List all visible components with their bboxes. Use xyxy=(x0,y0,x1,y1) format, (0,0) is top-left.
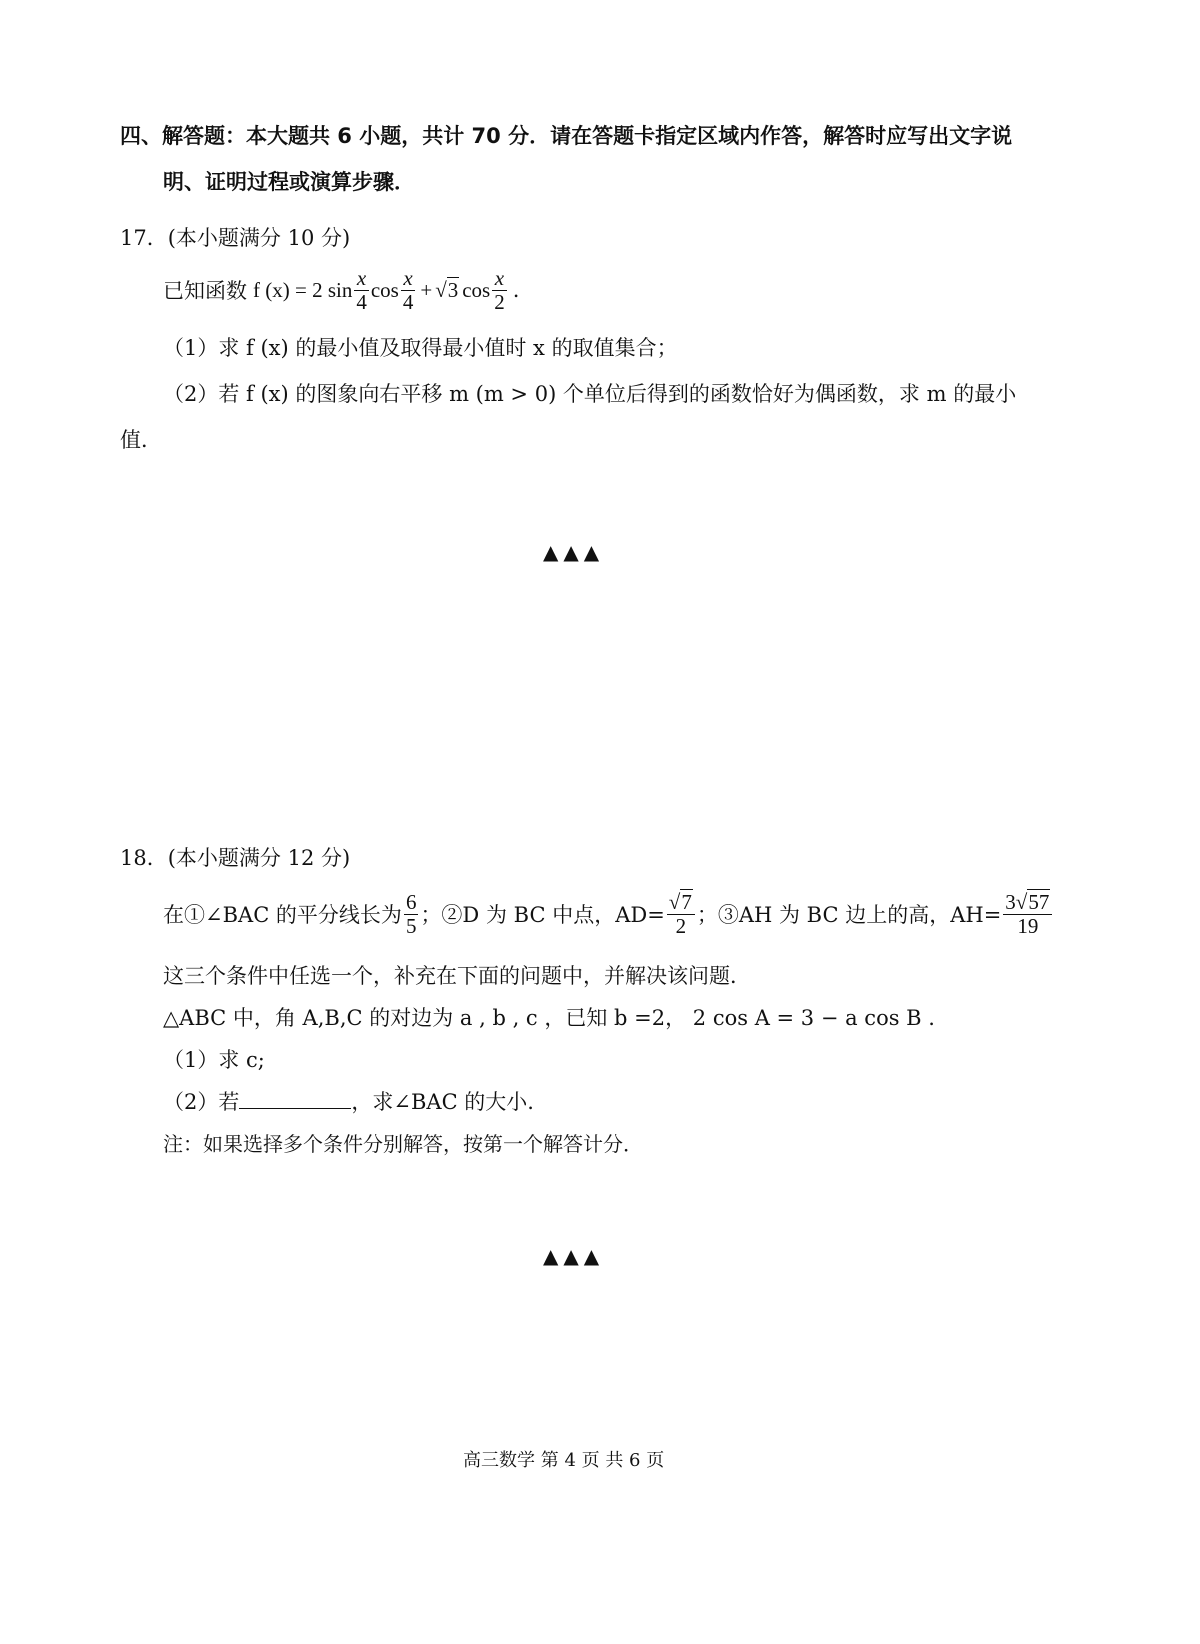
q17-part1: （1）求 f (x) 的最小值及取得最小值时 x 的取值集合； xyxy=(163,336,678,360)
divider-triangles-1: ▲▲▲ xyxy=(543,540,605,564)
q18-note: 注：如果选择多个条件分别解答，按第一个解答计分． xyxy=(163,1132,643,1156)
q17-frac-x-over-4-a xyxy=(354,267,369,312)
q17-sqrt3-radicand: 3 xyxy=(447,277,459,302)
q17-stem xyxy=(163,260,519,320)
q18-frac-3sqrt57-over-19 xyxy=(1003,891,1052,936)
q17-part2-line1: （2）若 f (x) 的图象向右平移 m (m > 0) 个单位后得到的函数恰好为偶函数，求 m 的最小 xyxy=(163,382,1017,406)
q17-frac-x-over-2 xyxy=(492,267,507,312)
q17-cos1: cos xyxy=(370,277,399,302)
q18-part1: （1）求 c; xyxy=(163,1048,265,1072)
q18-cond-c-coef: 3 xyxy=(1005,890,1016,915)
q17-frac2-den: 4 xyxy=(402,289,414,314)
q18-cond-c: ；③AH 为 BC 边上的高，AH= xyxy=(696,903,1002,927)
section-heading-line1: 四、解答题：本大题共 6 小题，共计 70 分．请在答题卡指定区域内作答，解答时应写出文字说 xyxy=(120,124,1013,148)
page-footer: 高三数学 第 4 页 共 6 页 xyxy=(463,1450,665,1471)
q18-conditions xyxy=(163,882,1054,946)
q17-sqrt3: √3 xyxy=(435,277,459,302)
q17-stem-prefix: 已知函数 xyxy=(163,279,247,303)
q17-frac3-den: 2 xyxy=(494,289,505,314)
q18-answer-blank xyxy=(239,1088,351,1109)
q18-cond-a-num: 6 xyxy=(405,890,417,915)
q17-frac-x-over-4-b xyxy=(401,267,416,312)
q18-cond-a-den: 5 xyxy=(405,913,417,938)
section-heading-line2: 明、证明过程或演算步骤． xyxy=(163,170,415,194)
q18-header: 18．(本小题满分 12 分) xyxy=(120,846,351,870)
q18-cond-b: ；②D 为 BC 中点，AD= xyxy=(420,903,665,927)
q17-frac1-num: x xyxy=(354,267,369,290)
q18-line3: △ABC 中，角 A,B,C 的对边为 a , b , c ，已知 b =2， 2 cos A = 3 − a cos B . xyxy=(163,1006,935,1030)
q18-line2: 这三个条件中任选一个，补充在下面的问题中，并解决该问题． xyxy=(163,964,751,988)
q18-cond-a: 在①∠BAC 的平分线长为 xyxy=(163,903,402,927)
q18-frac-6-over-5 xyxy=(404,891,419,936)
q18-cond-b-num: √7 xyxy=(667,891,695,914)
q17-header: 17．(本小题满分 10 分) xyxy=(120,226,351,250)
q18-part2-prefix: （2）若 xyxy=(163,1090,240,1114)
q18-cond-c-num: 3√57 xyxy=(1003,891,1052,914)
q17-formula-start: f (x) = 2 sin xyxy=(253,277,353,302)
q18-cond-b-den: 2 xyxy=(675,913,687,938)
q18-cond-c-radicand: 57 xyxy=(1028,890,1050,915)
divider-triangles-2: ▲▲▲ xyxy=(543,1244,605,1268)
q18-part2-suffix: ，求∠BAC 的大小. xyxy=(351,1090,534,1114)
q17-part2-line2: 值． xyxy=(120,428,162,452)
q17-plus: + xyxy=(420,277,433,302)
q17-frac2-num: x xyxy=(401,267,416,290)
q18-part2 xyxy=(163,1086,534,1116)
q17-stem-end: . xyxy=(512,278,520,302)
q17-cos2: cos xyxy=(462,277,491,302)
q18-cond-c-den: 19 xyxy=(1017,913,1039,938)
q17-frac1-den: 4 xyxy=(356,289,367,314)
q18-frac-sqrt7-over-2 xyxy=(667,891,695,936)
q17-frac3-num: x xyxy=(492,267,507,290)
q18-cond-b-radicand: 7 xyxy=(681,890,692,915)
